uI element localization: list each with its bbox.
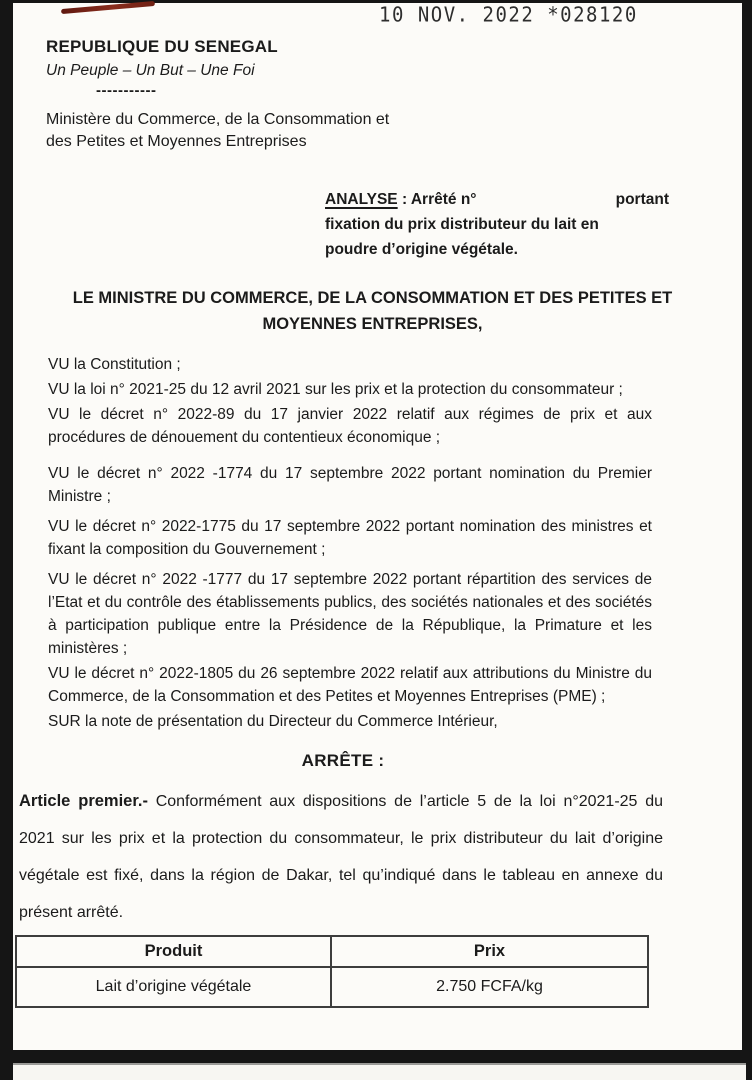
clause-sur-note: SUR la note de présentation du Directeur du Commerce Intérieur, (48, 713, 498, 730)
column-header-prix: Prix (331, 936, 648, 967)
clause-vu-loi-2021-25: VU la loi n° 2021-25 du 12 avril 2021 sur les prix et la protection du consommateur ; (48, 381, 623, 398)
analyse-line-3: poudre d’origine végétale. (325, 241, 518, 258)
clause-vu-decret-2022-1777: VU le décret n° 2022 -1777 du 17 septembre 2022 portant répartition des services de l’Etat et du contrôle des établissements publics, des sociétés nationales et des sociétés à participation publique entre la Présidence de la République, la Primature et les ministères ; (48, 571, 652, 657)
analyse-after-label: : Arrêté n° (397, 191, 477, 208)
analyse-line-2: fixation du prix distributeur du lait en (325, 216, 599, 233)
clause-vu-constitution: VU la Constitution ; (48, 356, 181, 373)
letterhead-republic: REPUBLIQUE DU SENEGAL (46, 37, 278, 56)
price-table (15, 935, 649, 1008)
clause-vu-decret-2022-1774: VU le décret n° 2022 -1774 du 17 septembre 2022 portant nomination du Premier Ministre ; (48, 465, 652, 505)
analyse-line-1 (325, 187, 669, 212)
column-header-produit: Produit (16, 936, 331, 967)
minister-heading: LE MINISTRE DU COMMERCE, DE LA CONSOMMATION ET DES PETITES ET MOYENNES ENTREPRISES, (72, 289, 673, 333)
red-pen-stroke-mark (61, 1, 155, 14)
cell-product-name: Lait d’origine végétale (16, 967, 331, 1007)
table-row (16, 967, 648, 1007)
clause-vu-decret-2022-89: VU le décret n° 2022-89 du 17 janvier 2022 relatif aux régimes de prix et aux procédures de dénouement du contentieux économique ; (48, 406, 652, 446)
article-premier-label: Article premier.- (19, 792, 148, 810)
registry-date-stamp: 10 NOV. 2022 *028120 (379, 3, 638, 27)
letterhead (46, 37, 391, 153)
article-premier (19, 783, 663, 931)
next-page-edge (13, 1063, 746, 1080)
clause-vu-decret-2022-1775: VU le décret n° 2022-1775 du 17 septembre 2022 portant nomination des ministres et fixant la composition du Gouvernement ; (48, 518, 652, 558)
decree-heading: ARRÊTE : (301, 751, 385, 770)
clause-vu-decret-2022-1805: VU le décret n° 2022-1805 du 26 septembre 2022 relatif aux attributions du Ministre du Commerce, de la Consommation et des Petites et Moyennes Entreprises (PME) ; (48, 665, 652, 705)
analyse-label: ANALYSE (325, 191, 398, 208)
analyse-block (325, 187, 669, 262)
letterhead-ministry: Ministère du Commerce, de la Consommation et des Petites et Moyennes Entreprises (46, 111, 390, 150)
letterhead-divider: ----------- (96, 82, 157, 99)
letterhead-motto: Un Peuple – Un But – Une Foi (46, 62, 255, 79)
analyse-trailing-word: portant (615, 191, 669, 208)
article-premier-body: Conformément aux dispositions de l’article 5 de la loi n°2021-25 du 2021 sur les prix et la protection du consommateur, le prix distributeur du lait d’origine végétale est fixé, dans la région de Dakar, tel qu’indiqué dans le tableau en annexe du présent arrêté. (19, 793, 664, 921)
cell-product-price: 2.750 FCFA/kg (331, 967, 648, 1007)
document-page (13, 3, 742, 1050)
price-table-header-row (16, 936, 648, 967)
clauses-block (48, 353, 652, 735)
analyse-line-1-left (325, 187, 477, 212)
